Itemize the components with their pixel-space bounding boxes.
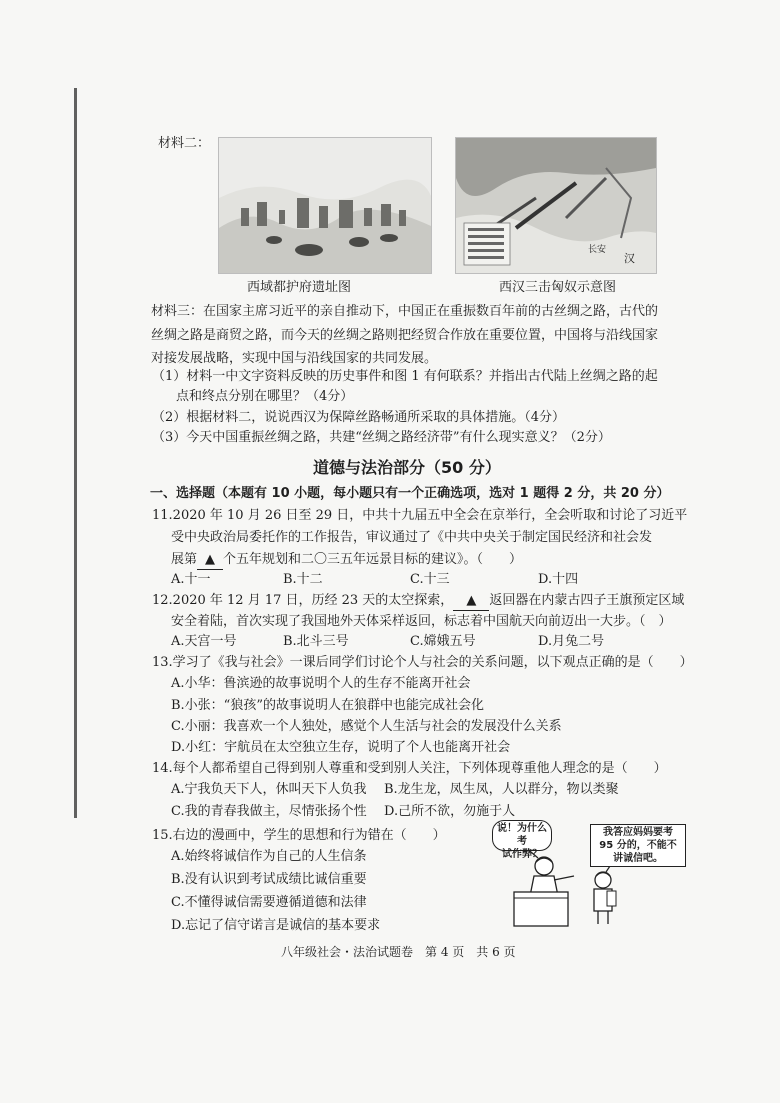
question-1: （1）材料一中文字资料反映的历史事件和图 1 有何联系？并指出古代陆上丝绸之路的起 <box>152 369 658 384</box>
section-title: 道德与法治部分（50 分） <box>313 458 501 477</box>
map-label-changan: 长安 <box>588 245 607 255</box>
q15-option-a: A.始终将诚信作为自己的人生信条 <box>171 849 367 864</box>
q11-line3-end: 个五年规划和二〇三五年远景目标的建议》。（ ） <box>223 552 523 567</box>
material3-line2: 丝绸之路是商贸之路，而今天的丝绸之路则把经贸合作放在重要位置，中国将与沿线国家 <box>151 328 659 343</box>
question-1-cont: 点和终点分别在哪里？（4分） <box>176 389 354 404</box>
q12-option-b: B.北斗三号 <box>283 634 349 649</box>
q13-stem: 13.学习了《我与社会》一课后同学们讨论个人与社会的关系问题，以下观点正确的是（ ） <box>152 655 693 670</box>
q14-stem: 14.每个人都希望自己得到别人尊重和受到别人关注，下列体现尊重他人理念的是（ ） <box>152 761 667 776</box>
q12-line1-end: 返回器在内蒙古四子王旗预定区域 <box>489 593 685 608</box>
material3-line3: 对接发展战略，实现中国与沿线国家的共同发展。 <box>151 351 438 366</box>
q12-line2: 安全着陆，首次实现了我国地外天体采样返回，标志着中国航天向前迈出一大步。（ ） <box>171 614 672 629</box>
q12-option-c: C.嫦娥五号 <box>410 634 476 649</box>
q15-stem: 15.右边的漫画中，学生的思想和行为错在（ ） <box>152 828 446 843</box>
q12-option-d: D.月兔二号 <box>538 634 605 649</box>
part1-heading: 一、选择题（本题有 10 小题，每小题只有一个正确选项，选对 1 题得 2 分，共 20 分） <box>150 486 670 501</box>
q11-option-c: C.十三 <box>410 572 450 587</box>
xiongnu-campaign-map <box>455 137 657 274</box>
scan-edge <box>74 88 77 818</box>
student-speech-bubble <box>590 824 686 867</box>
student-speech-line1: 我答应妈妈要考 <box>603 827 673 838</box>
q15-option-b: B.没有认识到考试成绩比诚信重要 <box>171 872 367 887</box>
material2-label: 材料二： <box>158 136 211 151</box>
q11-option-a: A.十一 <box>171 572 211 587</box>
map-label-han: 汉 <box>624 252 635 265</box>
q13-option-a: A.小华：鲁滨逊的故事说明个人的生存不能离开社会 <box>171 676 471 691</box>
student-speech-line3: 讲诚信吧。 <box>613 853 663 864</box>
q12-blank: ▲ <box>453 592 489 611</box>
page-footer: 八年级社会・法治试题卷 第 4 页 共 6 页 <box>281 945 516 959</box>
caption-ruins: 西域都护府遗址图 <box>247 280 352 295</box>
teacher-speech-line2: 试作弊？ <box>502 849 542 860</box>
q11-line3 <box>171 551 522 570</box>
q11-line1: 11.2020 年 10 月 26 日至 29 日，中共十九届五中全会在京举行，全会听取和讨论了习近平 <box>152 508 688 523</box>
teacher-speech-bubble <box>492 820 552 860</box>
q14-option-a: A.宁我负天下人，休叫天下人负我 <box>171 782 367 797</box>
q11-line2: 受中央政治局委托作的工作报告，审议通过了《中共中央关于制定国民经济和社会发 <box>171 530 653 545</box>
q15-option-c: C.不懂得诚信需要遵循道德和法律 <box>171 895 367 910</box>
q15-option-d: D.忘记了信守诺言是诚信的基本要求 <box>171 918 381 933</box>
q14-option-d: D.己所不欲，勿施于人 <box>384 804 516 819</box>
q11-option-b: B.十二 <box>283 572 323 587</box>
q13-option-c: C.小丽：我喜欢一个人独处，感觉个人生活与社会的发展没什么关系 <box>171 719 562 734</box>
q14-option-b: B.龙生龙，凤生凤，人以群分，物以类聚 <box>384 782 619 797</box>
question-3: （3）今天中国重振丝绸之路，共建“丝绸之路经济带”有什么现实意义？（2分） <box>152 430 611 445</box>
ruins-photo <box>218 137 432 274</box>
q11-line3-start: 展第 <box>171 552 198 567</box>
q12-option-a: A.天宫一号 <box>171 634 237 649</box>
student-speech-line2: 95 分的，不能不 <box>599 840 677 851</box>
q14-option-c: C.我的青春我做主，尽情张扬个性 <box>171 804 367 819</box>
q11-blank: ▲ <box>197 551 223 570</box>
q12-line1-start: 12.2020 年 12 月 17 日，历经 23 天的太空探索， <box>152 593 454 608</box>
material3-line1: 材料三：在国家主席习近平的亲自推动下，中国正在重振数百年前的古丝绸之路，古代的 <box>151 304 659 319</box>
caption-map: 西汉三击匈奴示意图 <box>499 280 617 295</box>
q13-option-b: B.小张：“狼孩”的故事说明人在狼群中也能完成社会化 <box>171 698 484 713</box>
question-2: （2）根据材料二，说说西汉为保障丝路畅通所采取的具体措施。（4分） <box>152 410 566 425</box>
q11-option-d: D.十四 <box>538 572 579 587</box>
teacher-speech-line1: 说！为什么考 <box>497 823 547 847</box>
q12-line1 <box>152 592 684 611</box>
q13-option-d: D.小红：宇航员在太空独立生存，说明了个人也能离开社会 <box>171 740 511 755</box>
